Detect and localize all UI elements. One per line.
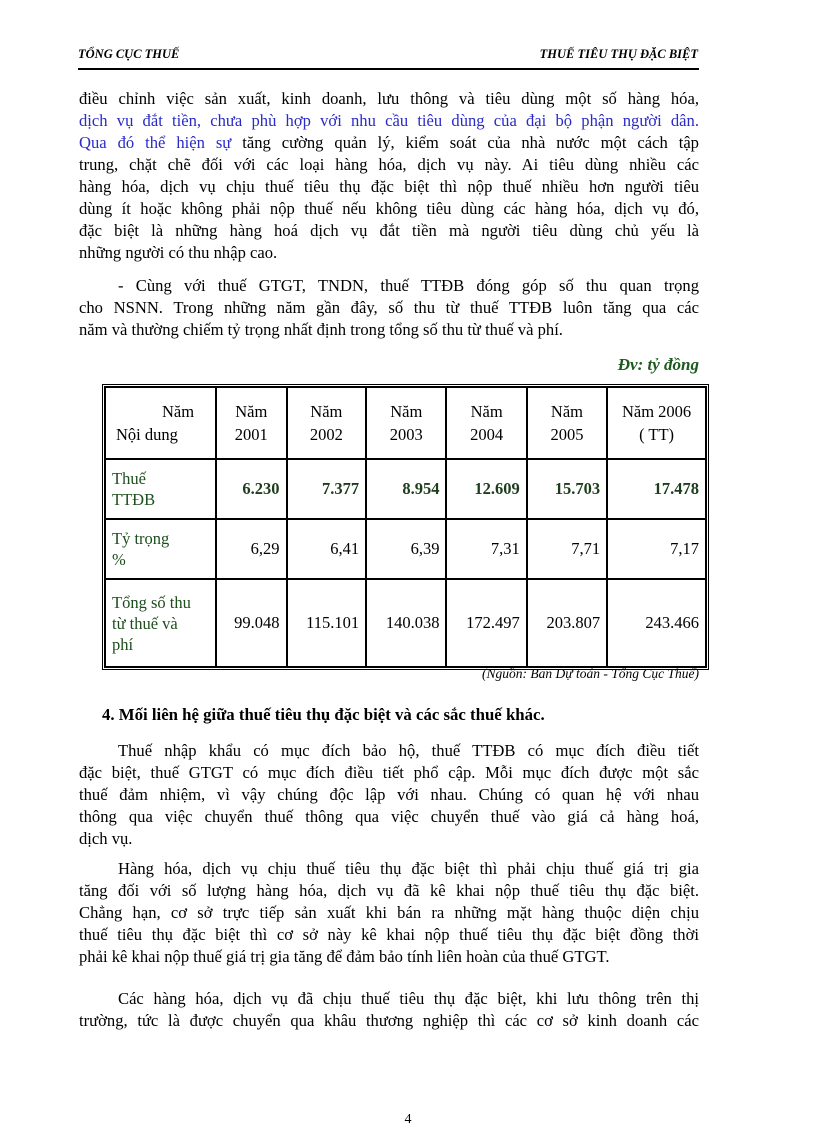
paragraph-line: thuế tiêu thụ đặc biệt thì cơ sở này kê khai nộp thuế tiêu thụ đặc biệt đồng thời bbox=[79, 925, 699, 944]
year-header-line: Năm bbox=[390, 402, 423, 421]
row-label-line: Tỷ trọng bbox=[112, 529, 170, 548]
paragraph-1 bbox=[79, 88, 699, 264]
row-label-line: % bbox=[112, 550, 126, 569]
year-header-cell bbox=[446, 387, 526, 459]
source-note: (Nguồn: Ban Dự toán - Tổng Cục Thuế) bbox=[482, 666, 699, 681]
table-cell: 203.807 bbox=[527, 579, 607, 667]
year-header-line: 2002 bbox=[309, 425, 343, 444]
year-header-line: Năm bbox=[550, 402, 583, 421]
year-header-line: ( TT) bbox=[639, 425, 675, 444]
paragraph-line: hàng hóa, dịch vụ chịu thuế tiêu thụ đặc biệt thì nộp thuế nhiều hơn người tiêu bbox=[79, 177, 699, 196]
table-row bbox=[105, 519, 706, 579]
table-cell: 7.377 bbox=[287, 459, 367, 519]
paragraph-line: điều chỉnh việc sản xuất, kinh doanh, lưu thông và tiêu dùng một số hàng hóa, bbox=[79, 89, 699, 108]
table-cell: 17.478 bbox=[607, 459, 706, 519]
year-header-line: 2004 bbox=[470, 425, 504, 444]
year-header-line: Năm bbox=[235, 402, 268, 421]
table-header-row bbox=[105, 387, 706, 459]
table-cell: 6,29 bbox=[216, 519, 287, 579]
paragraph-line: đặc biệt, thuế GTGT có mục đích điều tiết phổ cập. Mỗi mục đích được một sắc bbox=[79, 763, 699, 782]
corner-year-label: Năm bbox=[162, 402, 195, 421]
paragraph-line: - Cùng với thuế GTGT, TNDN, thuế TTĐB đóng góp số thu quan trọng bbox=[118, 276, 699, 295]
tax-revenue-table bbox=[102, 384, 709, 670]
year-header-line: 2003 bbox=[389, 425, 423, 444]
row-label-cell bbox=[105, 459, 216, 519]
year-header-line: Năm bbox=[310, 402, 343, 421]
paragraph-line: thuế đảm nhiệm, vì vậy chúng độc lập với nhau. Chúng có quan hệ với nhau bbox=[79, 785, 699, 804]
section-heading: 4. Mối liên hệ giữa thuế tiêu thụ đặc biệt và các sắc thuế khác. bbox=[102, 705, 545, 724]
paragraph-2 bbox=[79, 275, 699, 341]
table-cell: 7,17 bbox=[607, 519, 706, 579]
year-header-cell bbox=[366, 387, 446, 459]
paragraph-line: đặc biệt là những hàng hoá dịch vụ đắt tiền mà người tiêu dùng chủ yếu là bbox=[79, 221, 699, 240]
year-header-line: 2005 bbox=[550, 425, 584, 444]
year-header-line: Năm bbox=[470, 402, 503, 421]
paragraph-line: trung, chặt chẽ đối với các loại hàng hóa, dịch vụ này. Ai tiêu dùng nhiều các bbox=[79, 155, 699, 174]
paragraph-line: cho NSNN. Trong những năm gần đây, số thu từ thuế TTĐB luôn tăng qua các bbox=[79, 298, 699, 317]
year-header-cell bbox=[287, 387, 367, 459]
header-right-title: THUẾ TIÊU THỤ ĐẶC BIỆT bbox=[539, 47, 698, 61]
paragraph-5 bbox=[79, 988, 699, 1032]
table-cell: 6,39 bbox=[366, 519, 446, 579]
table-cell: 6,41 bbox=[287, 519, 367, 579]
paragraph-line: Chẳng hạn, cơ sở trực tiếp sản xuất khi bán ra những mặt hàng thuộc diện chịu bbox=[79, 903, 699, 922]
table-cell: 115.101 bbox=[287, 579, 367, 667]
year-header-line: Năm 2006 bbox=[621, 402, 692, 421]
paragraph-line: Hàng hóa, dịch vụ chịu thuế tiêu thụ đặc biệt thì phải chịu thuế giá trị gia bbox=[118, 859, 699, 878]
paragraph-line: những người có thu nhập cao. bbox=[79, 243, 278, 262]
row-label-cell bbox=[105, 579, 216, 667]
header-divider bbox=[78, 68, 699, 70]
paragraph-line: năm và thường chiếm tỷ trọng nhất định trong tổng số thu từ thuế và phí. bbox=[79, 320, 563, 339]
paragraph-line: thông qua việc chuyển thuế thông qua việc chuyển thuế vào giá cả hàng hoá, bbox=[79, 807, 699, 826]
paragraph-line: trường, tức là được chuyển qua khâu thương nghiệp thì các cơ sở kinh doanh các bbox=[79, 1011, 699, 1030]
table-cell: 99.048 bbox=[216, 579, 287, 667]
table-row bbox=[105, 579, 706, 667]
table-cell: 15.703 bbox=[527, 459, 607, 519]
paragraph-line: dịch vụ. bbox=[79, 829, 133, 848]
paragraph-line: Thuế nhập khẩu có mục đích bảo hộ, thuế TTĐB có mục đích điều tiết bbox=[118, 741, 699, 760]
table-cell: 172.497 bbox=[446, 579, 526, 667]
table-cell: 243.466 bbox=[607, 579, 706, 667]
page-header bbox=[78, 47, 698, 69]
paragraph-line: phải kê khai nộp thuế giá trị gia tăng để đảm bảo tính liên hoàn của thuế GTGT. bbox=[79, 947, 610, 966]
paragraph-line bbox=[79, 132, 699, 154]
row-label-line: TTĐB bbox=[112, 490, 156, 509]
table-cell: 140.038 bbox=[366, 579, 446, 667]
paragraph-text: tăng cường quản lý, kiểm soát của nhà nước một cách tập bbox=[231, 133, 699, 152]
highlighted-text: Qua đó thể hiện sự bbox=[79, 133, 232, 152]
row-label-line: Thuế bbox=[112, 469, 146, 488]
paragraph-line: tăng đối với số lượng hàng hóa, dịch vụ đã kê khai nộp thuế tiêu thụ đặc biệt. bbox=[79, 881, 699, 900]
header-left-title: TỔNG CỤC THUẾ bbox=[78, 47, 180, 61]
table-cell: 12.609 bbox=[446, 459, 526, 519]
unit-label: Đv: tỷ đồng bbox=[617, 355, 699, 374]
row-label-line: phí bbox=[112, 634, 134, 654]
table-cell: 6.230 bbox=[216, 459, 287, 519]
table-cell: 8.954 bbox=[366, 459, 446, 519]
table-cell: 7,31 bbox=[446, 519, 526, 579]
year-header-cell bbox=[216, 387, 287, 459]
row-label-cell bbox=[105, 519, 216, 579]
corner-header-cell bbox=[105, 387, 216, 459]
paragraph-line: dùng ít hoặc không phải nộp thuế nếu không tiêu dùng các hàng hóa, dịch vụ đó, bbox=[79, 199, 699, 218]
year-header-cell bbox=[527, 387, 607, 459]
table-cell: 7,71 bbox=[527, 519, 607, 579]
row-label-line: từ thuế và bbox=[112, 613, 178, 633]
paragraph-4 bbox=[79, 858, 699, 968]
paragraph-line: Các hàng hóa, dịch vụ đã chịu thuế tiêu thụ đặc biệt, khi lưu thông trên thị bbox=[118, 989, 699, 1008]
table-row bbox=[105, 459, 706, 519]
paragraph-3 bbox=[79, 740, 699, 850]
year-header-line: 2001 bbox=[234, 425, 268, 444]
corner-content-label: Nội dung bbox=[116, 425, 178, 444]
row-label-line: Tổng số thu bbox=[112, 592, 191, 612]
page-number: 4 bbox=[404, 1112, 412, 1127]
paragraph-line: dịch vụ đắt tiền, chưa phù hợp với nhu cầu tiêu dùng của đại bộ phận người dân. bbox=[79, 111, 699, 130]
year-header-cell bbox=[607, 387, 706, 459]
